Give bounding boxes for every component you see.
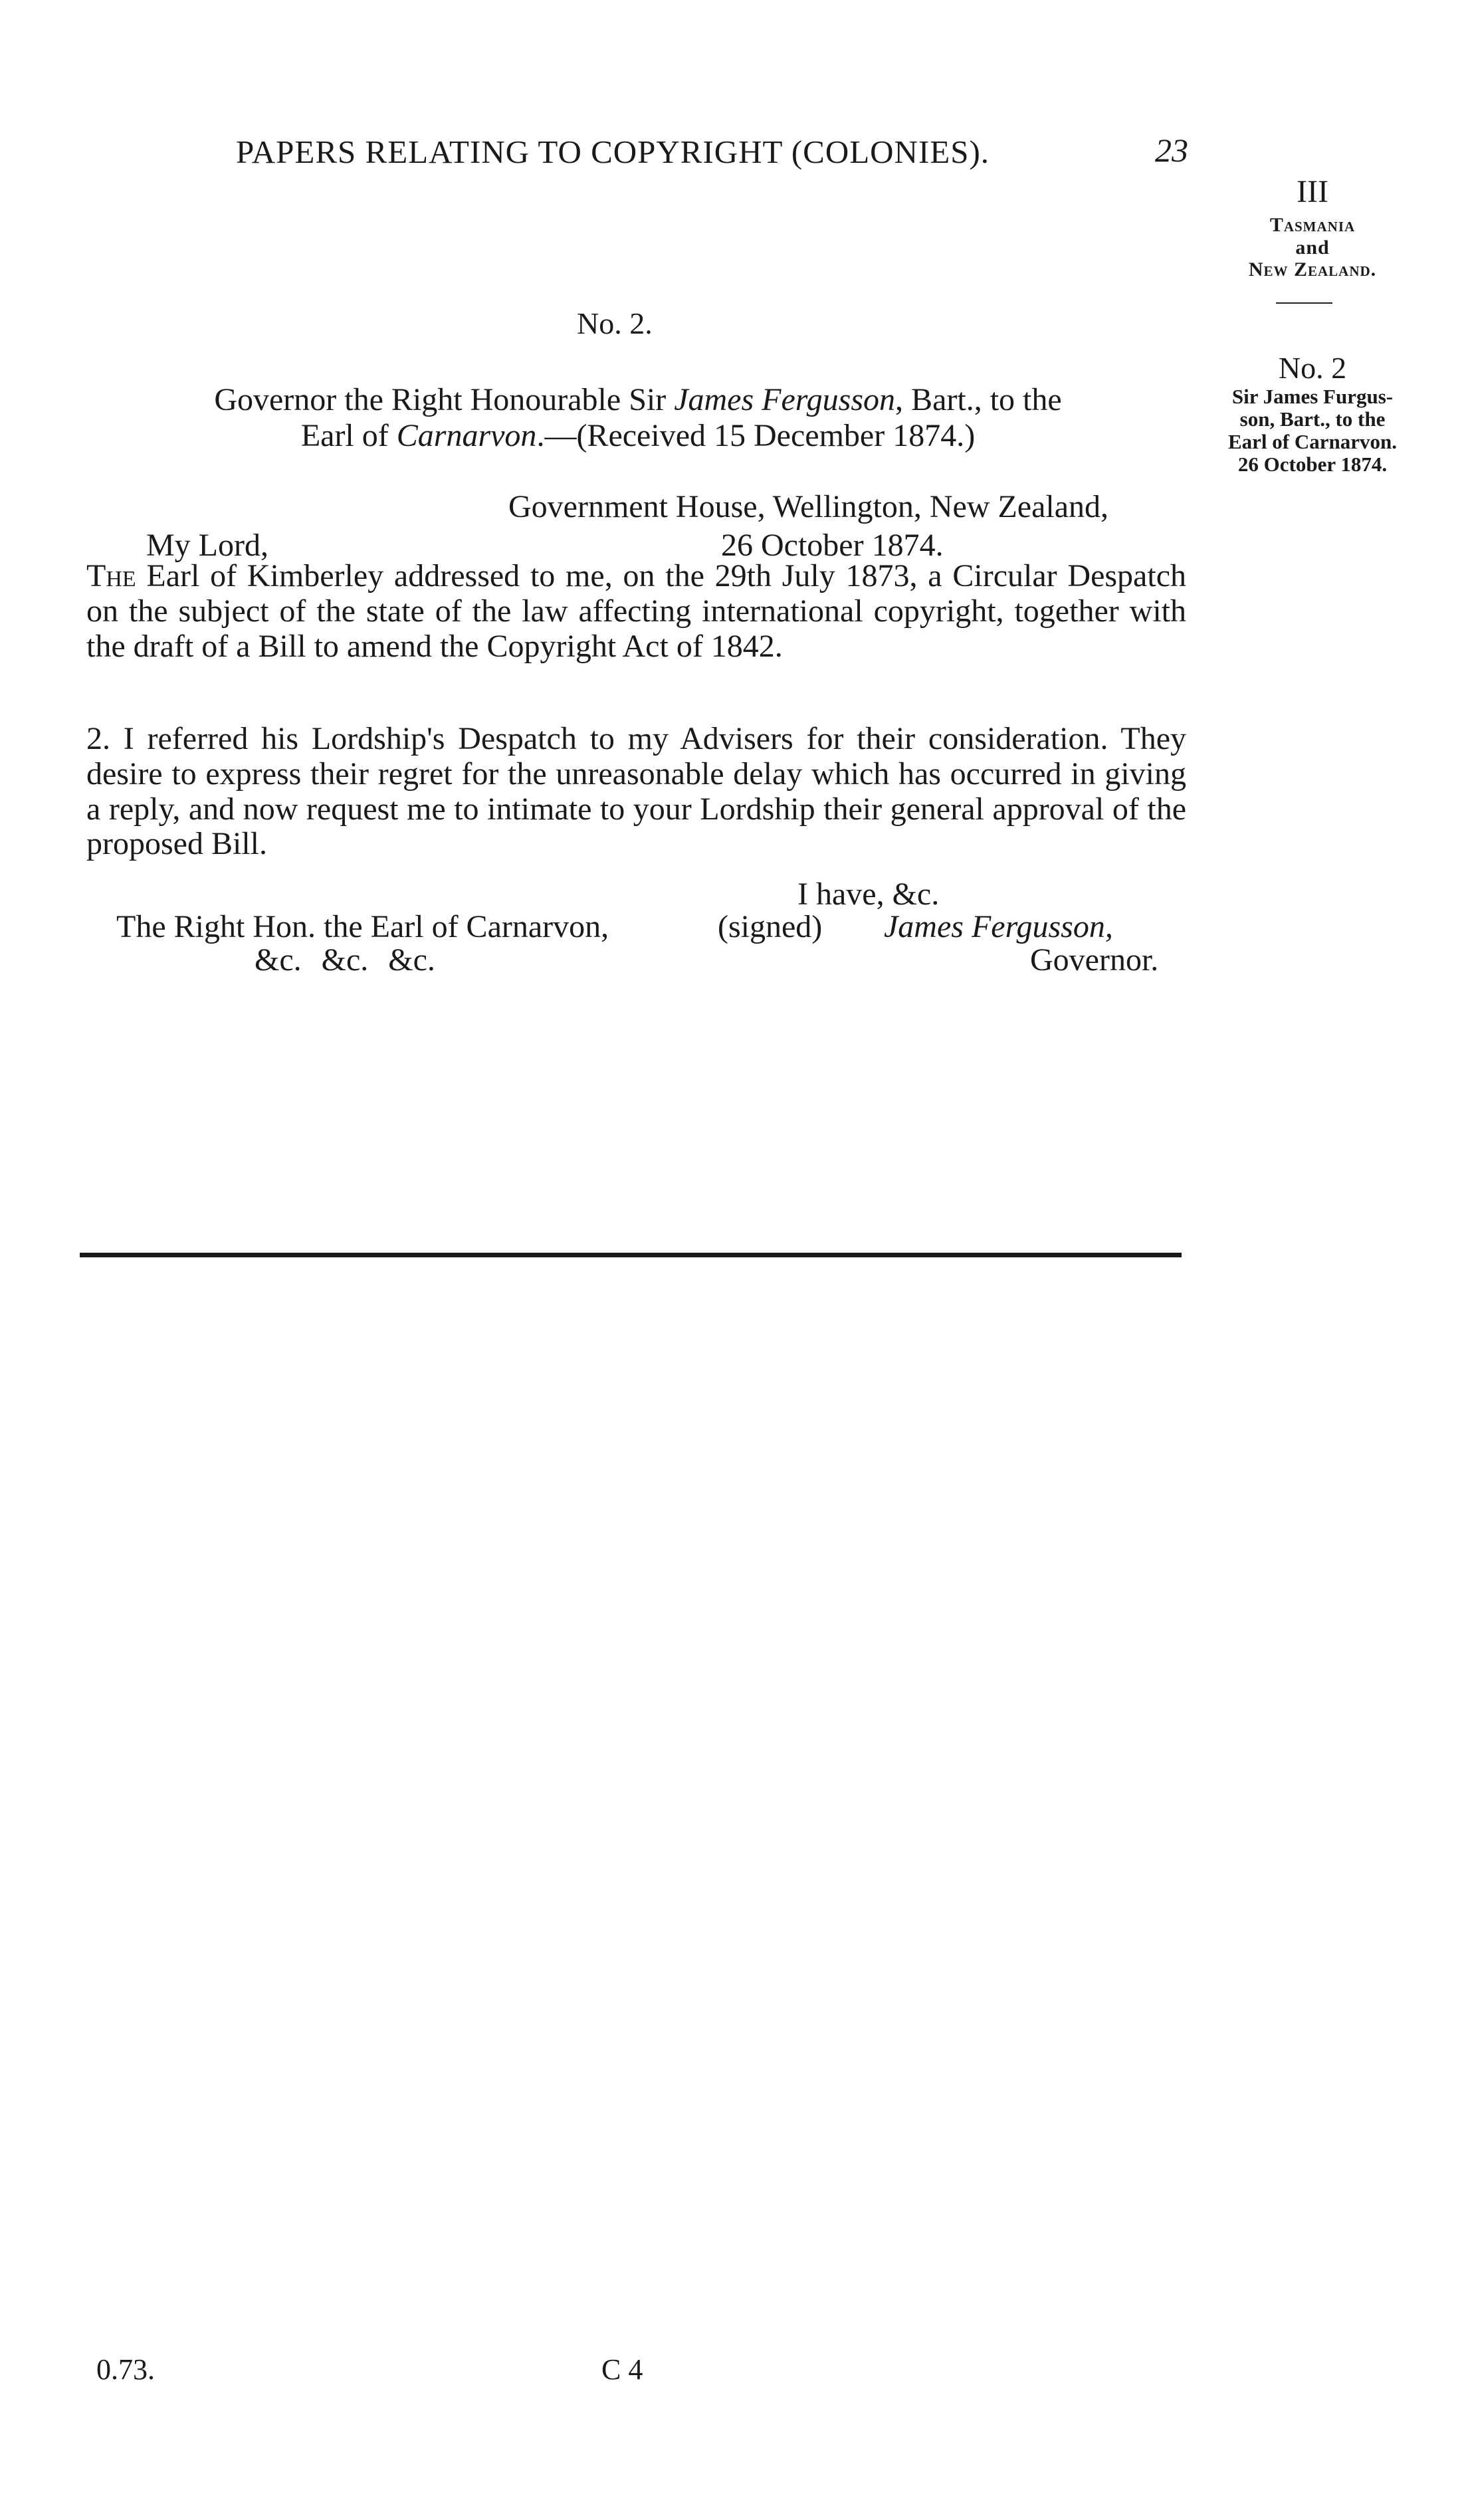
heading-line-1 <box>169 382 1106 418</box>
margin-note <box>1209 385 1416 476</box>
salutation: My Lord, <box>146 528 268 563</box>
margin-section-number: III <box>1297 174 1328 209</box>
margin-colony-2: New Zealand. <box>1248 259 1377 281</box>
margin-note-line: 26 October 1874. <box>1237 453 1388 476</box>
letter-date: 26 October 1874. <box>721 528 944 563</box>
heading-text: Governor the Right Honourable Sir <box>214 382 675 417</box>
addressee: The Right Hon. the Earl of Carnarvon, <box>116 909 609 944</box>
heading-name: James Fergusson <box>674 382 896 417</box>
margin-note-line: son, Bart., to the <box>1239 407 1386 431</box>
heading-text: Earl of <box>300 418 397 454</box>
margin-colony-and: and <box>1295 236 1330 259</box>
page-number: 23 <box>1155 132 1188 169</box>
heading-text: , Bart., to the <box>895 382 1062 417</box>
footer-signature-mark: C 4 <box>601 2353 643 2386</box>
signatory-title: Governor. <box>1030 942 1159 978</box>
signed-label: (signed) <box>718 909 823 944</box>
document-number: No. 2. <box>577 306 653 340</box>
place-line: Government House, Wellington, New Zealand, <box>508 489 1109 524</box>
heading-text: .—(Received 15 December 1874.) <box>536 418 976 454</box>
footer-left: 0.73. <box>96 2353 155 2386</box>
heading-line-2 <box>169 418 1106 454</box>
paragraph-body: Earl of Kimberley addressed to me, on the 29th July 1873, a Circular Despatch on the subject of the state of the law affecting international copyright, together with the draft of a Bill to amend the Copyright Act of 1842. <box>86 558 1186 664</box>
running-title: PAPERS RELATING TO COPYRIGHT (COLONIES). <box>236 134 990 170</box>
margin-note-line: Sir James Furgus- <box>1231 385 1394 408</box>
document-heading <box>169 382 1106 454</box>
margin-colony-1: Tasmania <box>1269 214 1356 236</box>
margin-doc-number: No. 2 <box>1278 351 1347 385</box>
etc-line: &c. &c. &c. <box>255 942 435 978</box>
end-rule <box>80 1253 1182 1257</box>
margin-colonies <box>1209 214 1416 281</box>
heading-name: Carnarvon <box>396 418 537 454</box>
margin-rule <box>1276 302 1332 304</box>
paragraph-2: 2. I referred his Lordship's Despatch to my Advisers for their consideration. They desire to express their regret for the unreasonable delay which has occurred in giving a reply, and now request me to intimate to your Lordship their general approval of the proposed Bill. <box>86 721 1186 862</box>
paragraph-lead: The <box>86 558 136 593</box>
signatory: James Fergusson, <box>884 909 1113 944</box>
closing: I have, &c. <box>797 877 940 912</box>
paragraph-1 <box>86 559 1186 664</box>
margin-note-line: Earl of Carnarvon. <box>1227 430 1397 454</box>
